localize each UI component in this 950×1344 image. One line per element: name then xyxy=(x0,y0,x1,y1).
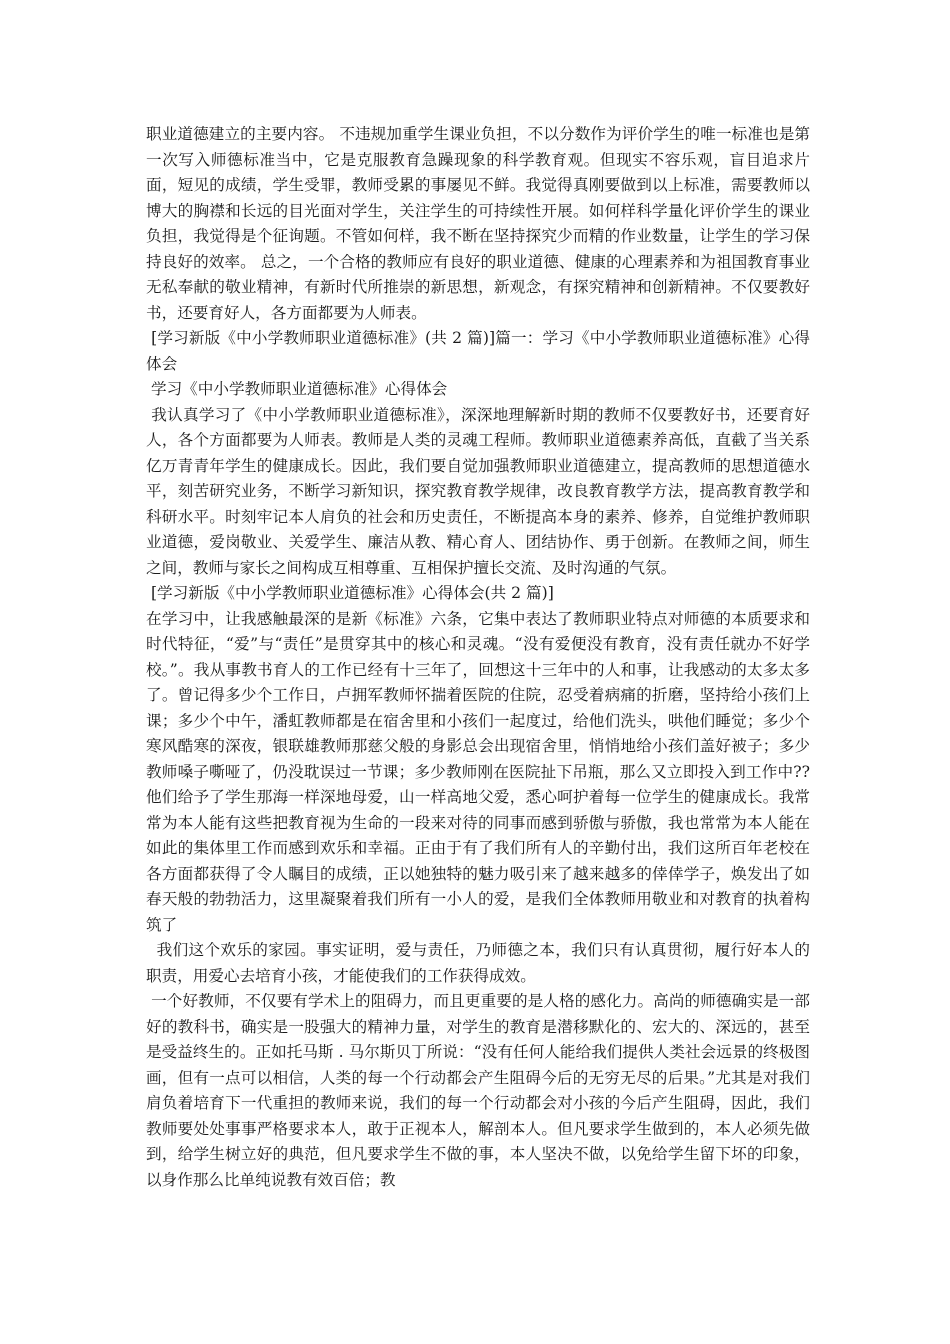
section-heading: [学习新版《中小学教师职业道德标准》心得体会(共 2 篇)] xyxy=(146,584,554,602)
paragraph-study: 我认真学习了《中小学教师职业道德标准》，深深地理解新时期的教师不仅要教好书，还要育好人，各个方面都要为人师表。教师是人类的灵魂工程师。教师职业道德素养高低，直截了当关系亿万青青年学生的健康成长。因此，我们要自觉加强教师职业道德建立，提高教师的思想道德水平，刻苦研究业务，不断学习新知识，探究教育教学规律，改良教育教学方法，提高教育教学和科研水平。时刻牢记本人肩负的社会和历史责任，不断提高本身的素养、修养，自觉维护教师职业道德，爱岗敬业、关爱学生、廉洁从教、精心育人、团结协作、勇于创新。在教师之间，师生之间，教师与家长之间构成互相尊重、互相保护擅长交流、及时沟通的气氛。 xyxy=(146,405,810,577)
paragraph-standard: 在学习中，让我感触最深的是新《标准》六条，它集中表达了教师职业特点对师德的本质要求和时代特征，“爱”与“责任”是贯穿其中的核心和灵魂。“没有爱便没有教育，没有责任就办不好学校。”。我从事教书育人的工作已经有十三年了，回想这十三年中的人和事，让我感动的太多太多了。曾记得多少个工作日，卢拥军教师怀揣着医院的住院，忍受着病痛的折磨，坚持给小孩们上课；多少个中午，潘虹教师都是在宿舍里和小孩们一起度过，给他们洗头，哄他们睡觉；多少个寒风酷寒的深夜，银联雄教师那慈父般的身影总会出现宿舍里，悄悄地给小孩们盖好被子；多少教师嗓子嘶哑了，仍没耽误过一节课；多少教师刚在医院扯下吊瓶，那么又立即投入到工作中??他们给予了学生那海一样深地母爱，山一样高地父爱，悉心呵护着每一位学生的健康成长。我常常为本人能有这些把教育视为生命的一段来对待的同事而感到骄傲与骄傲，我也常常为本人能在如此的集体里工作而感到欢乐和幸福。正由于有了我们所有人的辛勤付出，我们这所百年老校在各方面都获得了令人瞩目的成绩，正以她独特的魅力吸引来了越来越多的倖倖学子，焕发出了如春天般的勃勃活力，这里凝聚着我们所有一小人的爱，是我们全体教师用敬业和对教育的执着构筑了 xyxy=(146,609,810,934)
paragraph-home: 我们这个欢乐的家园。事实证明，爱与责任，乃师德之本，我们只有认真贯彻，履行好本人的职责，用爱心去培育小孩，才能使我们的工作获得成效。 xyxy=(146,941,810,985)
article-subheading: 学习《中小学教师职业道德标准》心得体会 xyxy=(146,380,448,398)
article-heading: [学习新版《中小学教师职业道德标准》(共 2 篇)]篇一：学习《中小学教师职业道德标准》心得体会 xyxy=(146,329,810,373)
paragraph-teacher: 一个好教师，不仅要有学术上的阻碍力，而且更重要的是人格的感化力。高尚的师德确实是一部好的教科书，确实是一股强大的精神力量，对学生的教育是潜移默化的、宏大的、深远的，甚至是受益终生的。正如托马斯 . 马尔斯贝丁所说：“没有任何人能给我们提供人类社会远景的终极图画，但有一点可以相信，人类的每一个行动都会产生阻碍今后的无穷无尽的后果。”尤其是对我们肩负着培育下一代重担的教师来说，我们的每一个行动都会对小孩的今后产生阻碍，因此，我们教师要处处事事严格要求本人，敢于正视本人，解剖本人。但凡要求学生做到的，本人必须先做到，给学生树立好的典范，但凡要求学生不做的事，本人坚决不做，以免给学生留下坏的印象，以身作那么比单纯说教有效百倍；教 xyxy=(146,992,810,1189)
document-page xyxy=(146,122,810,1193)
paragraph-intro: 职业道德建立的主要内容。 不违规加重学生课业负担，不以分数作为评价学生的唯一标准也是第一次写入师德标准当中，它是克服教育急躁现象的科学教育观。但现实不容乐观，盲目追求片面，短见的成绩，学生受罪，教师受累的事屡见不鲜。我觉得真刚要做到以上标准，需要教师以博大的胸襟和长远的目光面对学生，关注学生的可持续性开展。如何样科学量化评价学生的课业负担，我觉得是个征询题。不管如何样，我不断在坚持探究少而精的作业数量，让学生的学习保持良好的效率。 总之，一个合格的教师应有良好的职业道德、健康的心理素养和为祖国教育事业无私奉献的敬业精神，有新时代所推崇的新思想，新观念，有探究精神和创新精神。不仅要教好书，还要育好人，各方面都要为人师表。 xyxy=(146,125,810,322)
